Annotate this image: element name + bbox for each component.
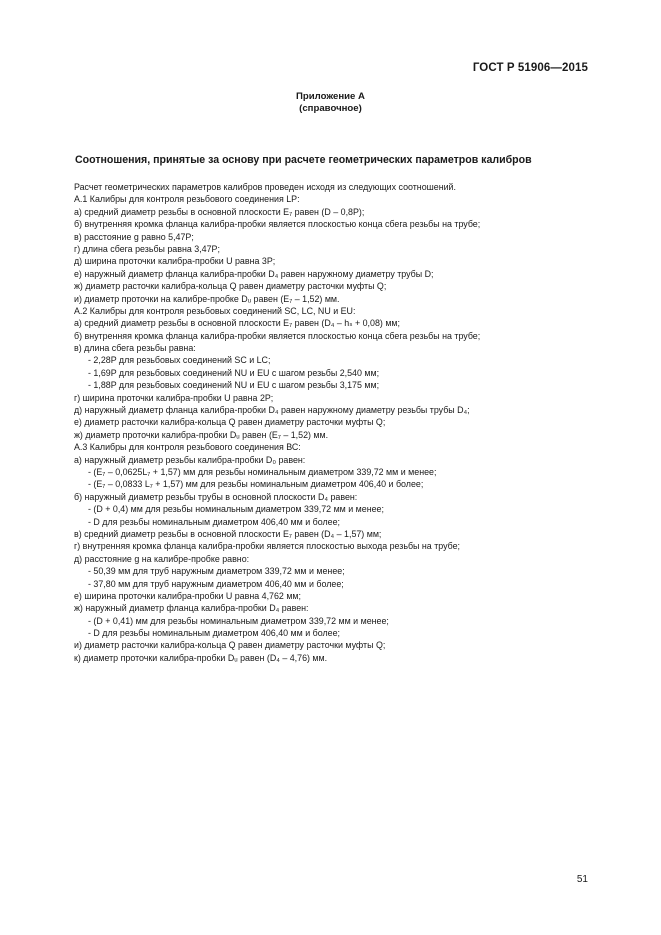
text-line: б) внутренняя кромка фланца калибра-пробки является плоскостью конца сбега резьбы на трубе; xyxy=(74,219,481,230)
text-line: г) длина сбега резьбы равна 3,47P; xyxy=(74,243,220,254)
text-line: ж) наружный диаметр фланца калибра-пробки D₄ равен: xyxy=(74,603,309,614)
list-sub-item: - D для резьбы номинальным диаметром 406,40 мм и более; xyxy=(88,516,340,527)
text-line: в) расстояние g равно 5,47P; xyxy=(74,231,194,242)
text-line: ж) диаметр проточки калибра-пробки Dᵤ равен (E₇ – 1,52) мм. xyxy=(74,429,329,440)
list-sub-item: - (D + 0,41) мм для резьбы номинальным диаметром 339,72 мм и менее; xyxy=(88,615,389,626)
text-line: г) ширина проточки калибра-пробки U равна 2P; xyxy=(74,392,274,403)
text-line: в) длина сбега резьбы равна: xyxy=(74,343,196,354)
document-body xyxy=(74,181,594,664)
page-number: 51 xyxy=(576,874,588,885)
text-line: д) ширина проточки калибра-пробки U равна 3P; xyxy=(74,256,276,267)
document-header-code: ГОСТ Р 51906—2015 xyxy=(472,62,588,74)
list-sub-item: - 50,39 мм для труб наружным диаметром 339,72 мм и менее; xyxy=(88,566,345,577)
text-line: Расчет геометрических параметров калибров проведен исходя из следующих соотношений. xyxy=(74,182,456,192)
text-line: б) наружный диаметр резьбы трубы в основной плоскости D₄ равен: xyxy=(74,491,358,502)
appendix-type: (справочное) xyxy=(299,103,362,114)
list-sub-item: - (E₇ – 0,0833 L₇ + 1,57) мм для резьбы номинальным диаметром 406,40 и более; xyxy=(88,479,424,490)
text-line: е) наружный диаметр фланца калибра-пробки D₄ равен наружному диаметру трубы D; xyxy=(74,268,434,279)
list-sub-item: - 1,69P для резьбовых соединений NU и EU с шагом резьбы 2,540 мм; xyxy=(88,367,380,378)
text-line: ж) диаметр расточки калибра-кольца Q равен диаметру расточки муфты Q; xyxy=(74,281,387,292)
text-line: а) средний диаметр резьбы в основной плоскости E₇ равен (D – 0,8P); xyxy=(74,206,365,217)
text-line: б) внутренняя кромка фланца калибра-пробки является плоскостью конца сбега резьбы на трубе; xyxy=(74,330,481,341)
text-line: д) расстояние g на калибре-пробке равно: xyxy=(74,553,250,564)
text-line: в) средний диаметр резьбы в основной плоскости E₇ равен (D₄ – 1,57) мм; xyxy=(74,528,382,539)
text-line: к) диаметр проточки калибра-пробки Dᵤ равен (D₄ – 4,76) мм. xyxy=(74,652,328,663)
text-line: а) наружный диаметр резьбы калибра-пробки D₀ равен: xyxy=(74,454,306,465)
text-line: е) диаметр расточки калибра-кольца Q равен диаметру расточки муфты Q; xyxy=(74,417,386,428)
list-sub-item: - D для резьбы номинальным диаметром 406,40 мм и более; xyxy=(88,628,340,639)
appendix-label: Приложение А xyxy=(296,91,365,102)
list-sub-item: - 2,28P для резьбовых соединений SC и LC; xyxy=(88,355,271,366)
text-line: а) средний диаметр резьбы в основной плоскости E₇ равен (D₄ – hₛ + 0,08) мм; xyxy=(74,318,400,329)
text-line: А.1 Калибры для контроля резьбового соединения LP: xyxy=(74,194,300,205)
text-line: д) наружный диаметр фланца калибра-пробки D₄ равен наружному диаметру резьбы трубы D₄; xyxy=(74,405,470,416)
list-sub-item: - 1,88P для резьбовых соединений NU и EU с шагом резьбы 3,175 мм; xyxy=(88,380,380,391)
text-line: А.2 Калибры для контроля резьбовых соединений SC, LC, NU и EU: xyxy=(74,305,356,316)
list-sub-item: - (E₇ – 0,0625L₇ + 1,57) мм для резьбы номинальным диаметром 339,72 мм и менее; xyxy=(88,466,437,477)
list-sub-item: - (D + 0,4) мм для резьбы номинальным диаметром 339,72 мм и менее; xyxy=(88,504,384,515)
text-line: и) диаметр расточки калибра-кольца Q равен диаметру расточки муфты Q; xyxy=(74,640,386,651)
text-line: е) ширина проточки калибра-пробки U равна 4,762 мм; xyxy=(74,590,301,601)
text-line: А.3 Калибры для контроля резьбового соединения ВС: xyxy=(74,442,301,453)
text-line: и) диаметр проточки на калибре-пробке Dᵤ равен (E₇ – 1,52) мм. xyxy=(74,293,340,304)
text-line: г) внутренняя кромка фланца калибра-пробки является плоскостью выхода резьбы на трубе; xyxy=(74,541,461,552)
list-sub-item: - 37,80 мм для труб наружным диаметром 406,40 мм и более; xyxy=(88,578,344,589)
section-title: Соотношения, принятые за основу при расчете геометрических параметров калибров xyxy=(75,154,532,166)
appendix-heading xyxy=(0,91,661,115)
